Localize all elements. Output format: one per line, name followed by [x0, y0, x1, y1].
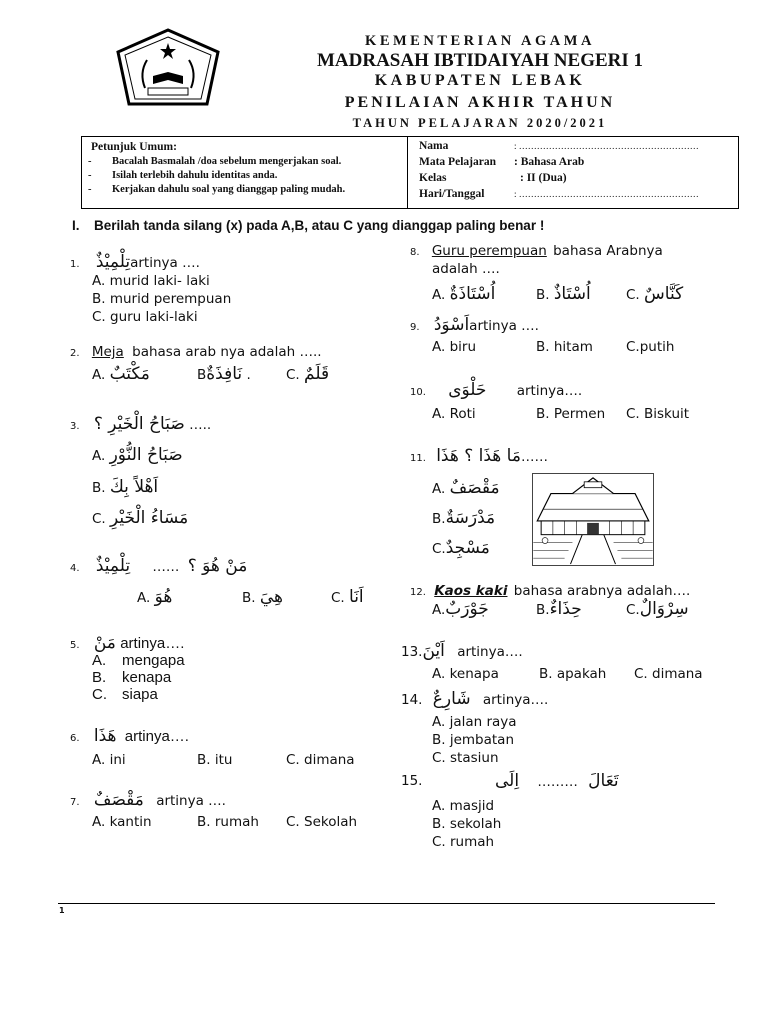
arabic-word: هَذَا	[93, 726, 117, 746]
option-c	[92, 686, 158, 703]
question-14	[401, 689, 548, 709]
option-c	[92, 508, 188, 528]
nama-label: Nama	[419, 140, 449, 152]
option-arabic[interactable]: سِرْوَالٌ	[639, 599, 689, 619]
option-arabic[interactable]: اُسْتَاذَةٌ	[449, 284, 496, 304]
option-c[interactable]: C.putih	[626, 339, 675, 355]
option-label[interactable]: A.	[92, 448, 106, 464]
question-number: 4.	[70, 563, 80, 574]
option-b[interactable]: B. hitam	[536, 339, 593, 355]
option-arabic[interactable]: نَافِذَةٌ	[206, 364, 243, 384]
option-c	[432, 538, 490, 558]
arabic-answer: تِلْمِيْذٌ	[95, 556, 131, 576]
option-text[interactable]: siapa	[122, 686, 158, 703]
page-number: 1	[59, 906, 65, 915]
option-text[interactable]: kenapa	[122, 669, 172, 686]
question-8	[410, 243, 663, 259]
option-a[interactable]: A. biru	[432, 339, 477, 355]
option-a[interactable]: A. jalan raya	[432, 714, 517, 730]
option-arabic[interactable]: اَنَا	[349, 587, 364, 607]
petunjuk-bullet: -	[88, 170, 92, 181]
petunjuk-bullet: -	[88, 184, 92, 195]
option-label[interactable]: B.	[536, 287, 550, 303]
option-a	[432, 284, 495, 304]
option-label[interactable]: C.	[432, 541, 446, 557]
option-label[interactable]: B.	[92, 669, 107, 686]
kelas-value: : II (Dua)	[520, 172, 567, 184]
question-number: 11.	[410, 453, 426, 464]
option-c[interactable]: C. Sekolah	[286, 814, 358, 830]
question-15-body	[495, 771, 619, 791]
option-c	[626, 284, 683, 304]
question-number: 6.	[70, 733, 80, 744]
question-text: artinya….	[120, 635, 185, 652]
option-a[interactable]: A. Roti	[432, 406, 476, 422]
question-number: 3.	[70, 421, 80, 432]
option-a	[432, 478, 500, 498]
arabic-phrase: صَبَاحُ الْخَيْرِ ؟	[93, 414, 185, 434]
option-label[interactable]: B.	[536, 602, 550, 618]
option-b[interactable]: B. sekolah	[432, 816, 502, 832]
option-a[interactable]: A. ini	[92, 752, 126, 768]
info-mapel	[419, 156, 584, 168]
option-label[interactable]: C.	[92, 511, 106, 527]
ministry-logo	[115, 28, 221, 106]
arabic-question: مَنْ هُوَ ؟	[187, 556, 248, 576]
option-b[interactable]: B. Permen	[536, 406, 606, 422]
question-text: artinya….	[457, 644, 523, 660]
question-number: 9.	[410, 322, 420, 333]
footer-divider	[58, 903, 715, 904]
question-10	[410, 380, 582, 400]
blank-dots: …..	[189, 417, 212, 433]
question-7	[70, 790, 226, 810]
question-15	[401, 773, 422, 789]
hari-field[interactable]: : ……………………………………………………	[514, 189, 699, 199]
option-arabic[interactable]: مَدْرَسَةٌ	[445, 508, 496, 528]
question-text: artinya ….	[156, 793, 226, 809]
option-arabic[interactable]: مَسَاءُ الْخَيْرِ	[110, 508, 189, 528]
question-5	[70, 633, 184, 653]
kelas-label: Kelas	[419, 172, 447, 184]
option-a[interactable]: A. kenapa	[432, 666, 499, 682]
option-b[interactable]: B. apakah	[539, 666, 607, 682]
option-arabic[interactable]: هُوَ	[154, 587, 173, 607]
underlined-word: Meja	[91, 344, 124, 360]
option-c	[286, 364, 329, 384]
option-a	[432, 599, 489, 619]
petunjuk-item: Kerjakan dahulu soal yang dianggap paling mudah.	[112, 184, 346, 195]
info-nama	[419, 140, 699, 152]
question-text: artinya ….	[130, 255, 200, 271]
question-12	[410, 583, 690, 599]
option-label[interactable]: A.	[432, 602, 446, 618]
arabic-word: مَقْصَفٌ	[93, 790, 144, 810]
option-b[interactable]: B. rumah	[197, 814, 259, 830]
question-text: artinya….	[124, 728, 189, 745]
question-number: 12.	[410, 587, 426, 598]
header-ministry: KEMENTERIAN AGAMA	[365, 33, 595, 49]
question-3	[70, 414, 211, 434]
hari-label: Hari/Tanggal	[419, 188, 485, 200]
question-text: artinya ….	[469, 318, 539, 334]
header-year: TAHUN PELAJARAN 2020/2021	[352, 116, 608, 130]
option-label[interactable]: C.	[286, 367, 300, 383]
option-c	[626, 599, 689, 619]
option-label[interactable]: B.	[92, 480, 106, 496]
petunjuk-item: Isilah terlebih dahulu identitas anda.	[112, 170, 278, 181]
option-c[interactable]: C. dimana	[286, 752, 355, 768]
option-a[interactable]: A. murid laki- laki	[92, 273, 210, 289]
petunjuk-item: Bacalah Basmalah /doa sebelum mengerjakan soal.	[112, 156, 342, 167]
question-13	[401, 641, 523, 661]
blank-dots: ……	[152, 559, 180, 575]
question-text-cont: adalah ….	[432, 261, 500, 277]
option-b	[197, 364, 251, 384]
option-c[interactable]: C. stasiun	[432, 750, 499, 766]
arabic-answer: اِلَى	[495, 771, 520, 791]
question-number: 15.	[401, 773, 423, 789]
instruction-num: I.	[72, 218, 80, 233]
option-label[interactable]: A.	[432, 287, 446, 303]
option-c[interactable]: C. guru laki-laki	[92, 309, 198, 325]
option-b[interactable]: B. murid perempuan	[92, 291, 232, 307]
option-arabic[interactable]: جَوْرَبٌ	[445, 599, 489, 619]
option-b	[536, 284, 591, 304]
question-6	[70, 726, 189, 746]
option-b	[432, 508, 495, 528]
arabic-command: تَعَالَ	[588, 771, 619, 791]
option-a[interactable]: A. masjid	[432, 798, 495, 814]
question-number: 1.	[70, 259, 80, 270]
option-b[interactable]: B. itu	[197, 752, 233, 768]
question-number: 7.	[70, 797, 80, 808]
question-11	[410, 446, 548, 466]
option-c	[331, 587, 364, 607]
mapel-label: Mata Pelajaran	[419, 156, 496, 168]
question-text: bahasa Arabnya	[553, 243, 663, 259]
option-dot: .	[246, 367, 251, 383]
blank-dots: ………	[537, 774, 578, 790]
option-label[interactable]: A.	[92, 367, 106, 383]
arabic-phrase: مَا هَذَا ؟ هَذَا	[436, 446, 521, 466]
arabic-word: مَنْ	[93, 633, 116, 653]
arabic-word: تِلْمِيْذٌ	[95, 252, 131, 272]
question-number: 10.	[410, 387, 426, 398]
header-school: MADRASAH IBTIDAIYAH NEGERI 1	[316, 50, 644, 71]
option-arabic[interactable]: هِيَ	[259, 587, 283, 607]
option-c[interactable]: C. Biskuit	[626, 406, 690, 422]
petunjuk-bullet: -	[88, 156, 92, 167]
petunjuk-title: Petunjuk Umum:	[91, 141, 177, 153]
option-label[interactable]: B.	[242, 590, 256, 606]
arabic-word: حَلْوَى	[448, 380, 487, 400]
option-arabic[interactable]: صَبَاحُ النُّوْرِ	[109, 445, 183, 465]
option-label[interactable]: A.	[92, 652, 107, 669]
option-label[interactable]: A.	[432, 481, 446, 497]
option-arabic[interactable]: اُسْتَاذٌ	[553, 284, 591, 304]
school-building-illustration	[532, 473, 654, 566]
question-text: artinya….	[482, 692, 549, 708]
option-a	[92, 652, 185, 669]
nama-field[interactable]: : ……………………………………………………	[514, 141, 699, 151]
option-arabic[interactable]: قَلَمٌ	[304, 364, 330, 384]
blank-dots: ……	[520, 449, 548, 465]
option-label[interactable]: C.	[626, 602, 640, 618]
option-b	[242, 587, 283, 607]
question-number: 14.	[401, 692, 423, 708]
option-label[interactable]: C.	[331, 590, 345, 606]
info-box	[81, 136, 739, 209]
question-text: artinya….	[516, 383, 583, 399]
question-4	[70, 556, 247, 576]
option-arabic[interactable]: مَقْصَفٌ	[449, 478, 500, 498]
option-label[interactable]: C.	[626, 287, 640, 303]
question-number: 13.	[401, 644, 423, 660]
option-arabic[interactable]: اَهْلاً بِكَ	[109, 477, 159, 497]
option-label[interactable]: A.	[137, 590, 151, 606]
option-a	[92, 445, 183, 465]
option-label[interactable]: C.	[92, 686, 107, 703]
header-regency: KABUPATEN LEBAK	[374, 72, 586, 89]
option-label[interactable]: B	[197, 367, 207, 383]
option-b	[92, 477, 158, 497]
info-hari	[419, 188, 699, 200]
header-exam: PENILAIAN AKHIR TAHUN	[344, 94, 616, 111]
option-arabic[interactable]: حِذَاءٌ	[549, 599, 582, 619]
question-2	[70, 344, 322, 360]
mapel-value: : Bahasa Arab	[514, 156, 585, 168]
arabic-word: اَسْوَدُ	[433, 315, 470, 335]
option-a[interactable]: A. kantin	[92, 814, 152, 830]
arabic-word: اَيْنَ	[422, 641, 445, 661]
option-a	[92, 364, 150, 384]
option-b[interactable]: B. jembatan	[432, 732, 515, 748]
option-arabic[interactable]: مَسْجِدٌ	[445, 538, 490, 558]
option-text[interactable]: mengapa	[122, 652, 185, 669]
option-b	[92, 669, 171, 686]
option-a	[137, 587, 172, 607]
option-arabic[interactable]: مَكْتَبٌ	[109, 364, 150, 384]
option-arabic[interactable]: كَنَّاسٌ	[644, 284, 684, 304]
question-9	[410, 315, 539, 335]
question-number: 5.	[70, 640, 80, 651]
option-label[interactable]: B.	[432, 511, 446, 527]
emphasized-phrase: Kaos kaki	[434, 583, 508, 599]
option-b	[536, 599, 582, 619]
question-number: 2.	[70, 348, 80, 359]
arabic-word: شَارِعٌ	[432, 689, 471, 709]
question-text: bahasa arab nya adalah …..	[132, 344, 322, 360]
info-kelas	[419, 172, 567, 184]
option-c[interactable]: C. rumah	[432, 834, 495, 850]
question-number: 8.	[410, 247, 420, 258]
option-c[interactable]: C. dimana	[634, 666, 703, 682]
question-1	[70, 252, 200, 272]
question-text: bahasa arabnya adalah….	[513, 583, 691, 599]
instruction-text: Berilah tanda silang (x) pada A,B, atau C yang dianggap paling benar !	[94, 218, 545, 233]
underlined-phrase: Guru perempuan	[431, 243, 547, 259]
